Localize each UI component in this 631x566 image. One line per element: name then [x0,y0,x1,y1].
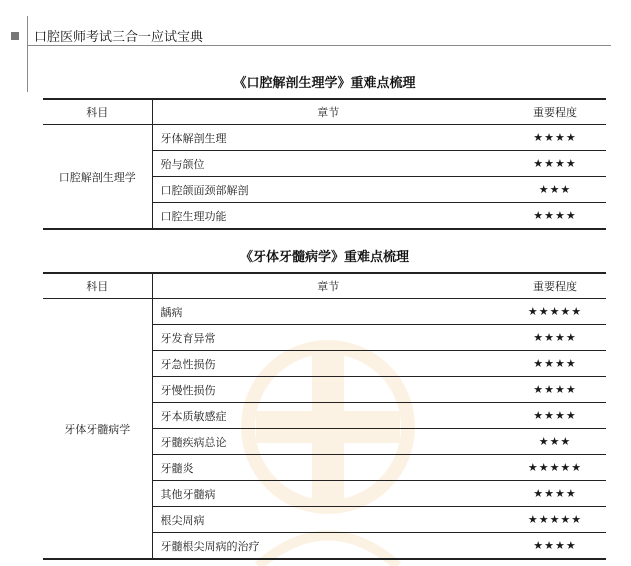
importance-stars: ★★★★★ [504,507,606,533]
section-title-endodontics: 《牙体牙髓病学》重难点梳理 [239,250,409,265]
subject-cell: 牙体牙髓病学 [43,299,152,560]
chapter-cell: 牙髓根尖周病的治疗 [152,533,504,560]
table-header-row [43,99,606,125]
column-header-chapter: 章节 [152,273,504,299]
importance-stars: ★★★★ [504,481,606,507]
chapter-cell: 牙体解剖生理 [152,125,504,151]
table-row [43,125,606,151]
column-header-importance: 重要程度 [504,273,606,299]
importance-stars: ★★★★ [504,125,606,151]
importance-stars: ★★★★ [504,403,606,429]
header-divider-vertical [27,16,28,92]
section-title-oral-anatomy: 《口腔解剖生理学》重难点梳理 [233,76,416,91]
importance-stars: ★★★★★ [504,455,606,481]
column-header-importance: 重要程度 [504,99,606,125]
header-divider-horizontal [27,45,611,46]
column-header-subject: 科目 [43,99,152,125]
importance-stars: ★★★★★ [504,299,606,325]
chapter-cell: 牙慢性损伤 [152,377,504,403]
column-header-subject: 科目 [43,273,152,299]
importance-stars: ★★★★ [504,325,606,351]
importance-stars: ★★★★ [504,377,606,403]
subject-cell: 口腔解剖生理学 [43,125,152,230]
chapter-cell: 牙急性损伤 [152,351,504,377]
importance-stars: ★★★ [504,177,606,203]
chapter-cell: 牙髓疾病总论 [152,429,504,455]
book-title: 口腔医师考试三合一应试宝典 [34,30,204,45]
table-endodontics [43,272,606,560]
table-row [43,299,606,325]
chapter-cell: 其他牙髓病 [152,481,504,507]
chapter-cell: 牙发育异常 [152,325,504,351]
header-square-icon [11,32,19,40]
chapter-cell: 牙本质敏感症 [152,403,504,429]
importance-stars: ★★★ [504,429,606,455]
importance-stars: ★★★★ [504,151,606,177]
chapter-cell: 口腔生理功能 [152,203,504,230]
column-header-chapter: 章节 [152,99,504,125]
chapter-cell: 牙髓炎 [152,455,504,481]
chapter-cell: 龋病 [152,299,504,325]
importance-stars: ★★★★ [504,351,606,377]
chapter-cell: 根尖周病 [152,507,504,533]
table-oral-anatomy [43,98,606,230]
table-header-row [43,273,606,299]
importance-stars: ★★★★ [504,203,606,230]
chapter-cell: 殆与颌位 [152,151,504,177]
chapter-cell: 口腔颌面颈部解剖 [152,177,504,203]
importance-stars: ★★★★ [504,533,606,560]
